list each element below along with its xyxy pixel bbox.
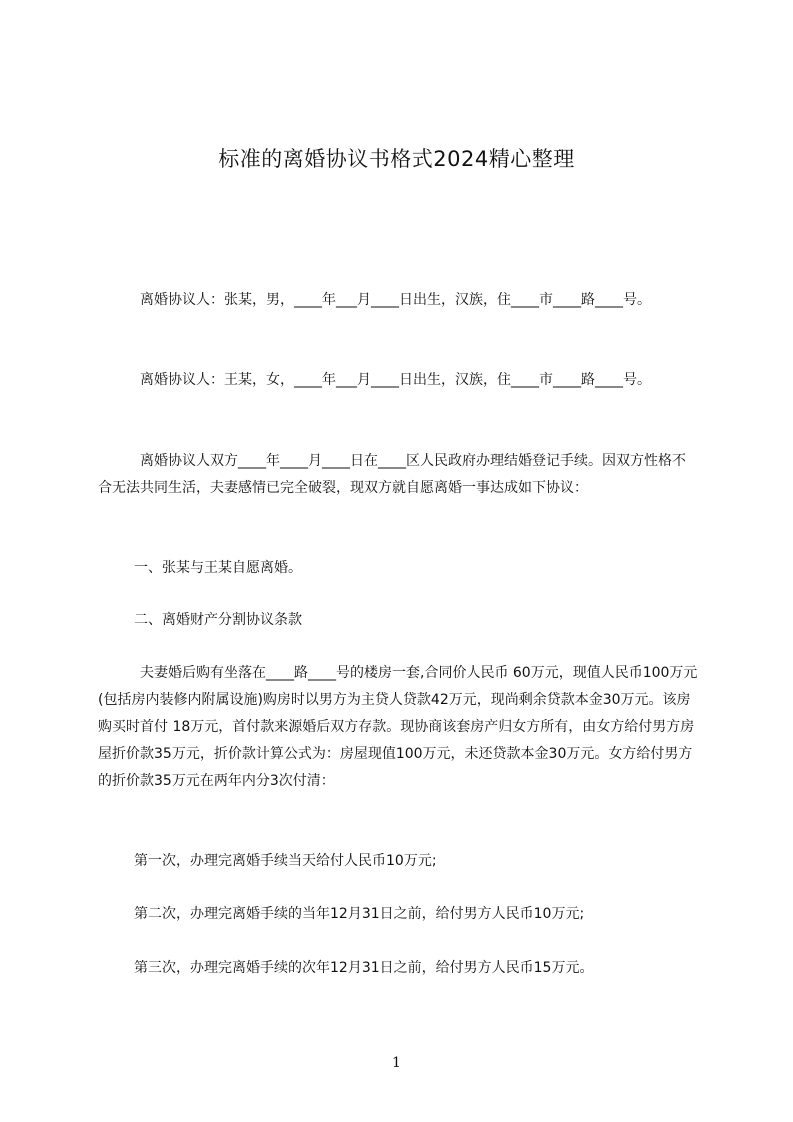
clause-two-heading: 二、离婚财产分割协议条款 <box>134 612 302 628</box>
second-payment-item: 第二次，办理完离婚手续的当年12月31日之前，给付男方人民币10万元; <box>134 906 585 922</box>
party-two-paragraph: 离婚协议人：王某，女，____年___月____日出生，汉族，住____市____路____号。 <box>140 372 651 388</box>
third-payment-item: 第三次，办理完离婚手续的次年12月31日之前，给付男方人民币15万元。 <box>134 960 594 976</box>
page-title: 标准的离婚协议书格式2024精心整理 <box>218 147 575 171</box>
page-number: 1 <box>392 1055 401 1071</box>
property-division-paragraph: 夫妻婚后购有坐落在____路____号的楼房一套,合同价人民币 60万元，现值人民币100万元(包括房内装修内附属设施)购房时以男方为主贷人贷款42万元，现尚剩余贷款本金30万元。该房购买时首付 18万元，首付款来源婚后双方存款。现协商该套房产归女方所有，由女方给付男方房屋折价款35万元，折价款计算公式为：房屋现值100万元，未还贷款本金30万元。女方给付男方的折价款35万元在两年内分3次付清： <box>98 665 698 789</box>
first-payment-item: 第一次，办理完离婚手续当天给付人民币10万元; <box>134 853 437 869</box>
clause-one-heading: 一、张某与王某自愿离婚。 <box>134 560 302 576</box>
marriage-registration-paragraph: 离婚协议人双方____年____月____日在____区人民政府办理结婚登记手续。因双方性格不合无法共同生活，夫妻感情已完全破裂，现双方就自愿离婚一事达成如下协议： <box>98 453 686 496</box>
party-one-paragraph: 离婚协议人：张某，男，____年___月____日出生，汉族，住____市____路____号。 <box>140 292 651 308</box>
